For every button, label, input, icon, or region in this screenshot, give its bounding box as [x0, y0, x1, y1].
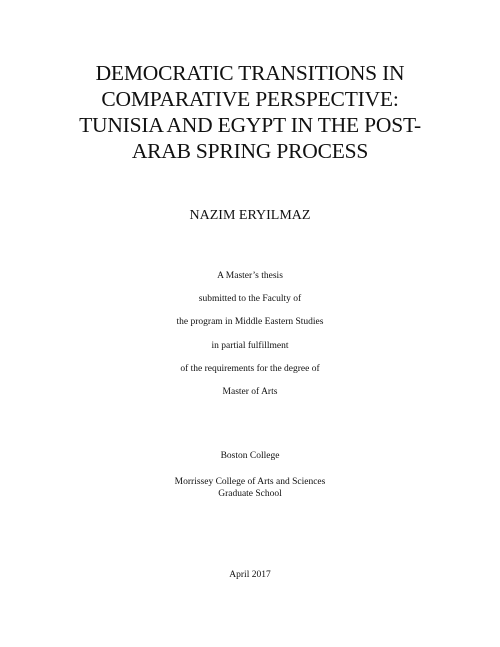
author-name: NAZIM ERYILMAZ	[189, 208, 311, 223]
school-line: Graduate School	[218, 489, 282, 499]
title-line: COMPARATIVE PERSPECTIVE:	[101, 87, 399, 111]
thesis-title	[60, 60, 440, 164]
title-line: DEMOCRATIC TRANSITIONS IN	[95, 61, 405, 85]
institution-block	[0, 449, 500, 500]
school-line: Morrissey College of Arts and Sciences	[174, 477, 326, 487]
thesis-statement-line: of the requirements for the degree of	[180, 363, 320, 374]
thesis-statement-line: submitted to the Faculty of	[198, 294, 302, 305]
thesis-statement-line: A Master’s thesis	[217, 271, 283, 281]
submission-date: April 2017	[229, 570, 271, 580]
college-name: Boston College	[220, 451, 280, 461]
thesis-statement-line: in partial fulfillment	[211, 340, 289, 351]
title-line: TUNISIA AND EGYPT IN THE POST-	[79, 113, 421, 137]
thesis-statement-line: Master of Arts	[222, 386, 278, 397]
title-line: ARAB SPRING PROCESS	[131, 139, 369, 163]
thesis-statement-line: the program in Middle Eastern Studies	[176, 317, 324, 328]
thesis-statement	[0, 269, 500, 408]
